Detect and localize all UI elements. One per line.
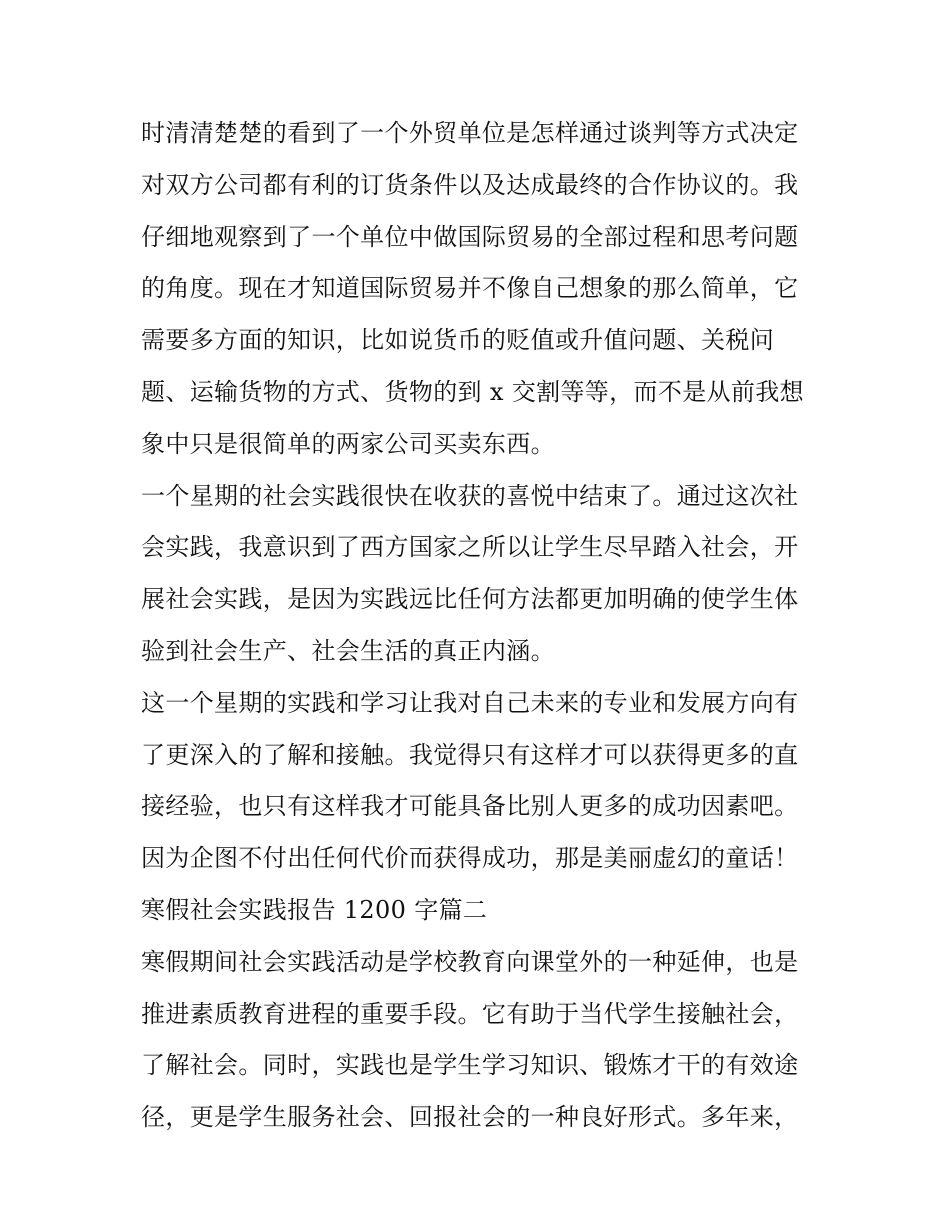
text-line: 因为企图不付出任何代价而获得成功，那是美丽虚幻的童话！ [141, 844, 799, 873]
text-line: 会实践，我意识到了西方国家之所以让学生尽早踏入社会，开 [141, 533, 799, 562]
body-text [141, 108, 821, 1144]
text-line: 题、运输货物的方式、货物的到 x 交割等等，而不是从前我想 [141, 377, 804, 406]
text-line: 了更深入的了解和接触。我觉得只有这样才可以获得更多的直 [141, 740, 799, 769]
text-line: 验到社会生产、社会生活的真正内涵。 [141, 636, 555, 665]
text-line: 接经验，也只有这样我才可能具备比别人更多的成功因素吧。 [141, 792, 799, 821]
text-line: 需要多方面的知识，比如说货币的贬值或升值问题、关税问 [141, 326, 775, 355]
text-line: 展社会实践，是因为实践远比任何方法都更加明确的使学生体 [141, 585, 799, 614]
text-line: 象中只是很简单的两家公司买卖东西。 [141, 429, 555, 458]
text-line: 对双方公司都有利的订货条件以及达成最终的合作协议的。我 [141, 170, 799, 199]
text-line: 一个星期的社会实践很快在收获的喜悦中结束了。通过这次社 [141, 481, 799, 510]
text-line: 了解社会。同时，实践也是学生学习知识、锻炼才干的有效途 [141, 1051, 799, 1080]
text-line: 推进素质教育进程的重要手段。它有助于当代学生接触社会， [141, 999, 799, 1028]
text-line: 仔细地观察到了一个单位中做国际贸易的全部过程和思考问题 [141, 222, 799, 251]
text-line: 寒假期间社会实践活动是学校教育向课堂外的一种延伸，也是 [141, 947, 799, 976]
text-line: 的角度。现在才知道国际贸易并不像自己想象的那么简单，它 [141, 274, 799, 303]
text-line: 这一个星期的实践和学习让我对自己未来的专业和发展方向有 [141, 688, 799, 717]
section-heading: 寒假社会实践报告 1200 字篇二 [141, 895, 488, 924]
text-line: 径，更是学生服务社会、回报社会的一种良好形式。多年来， [141, 1103, 799, 1132]
text-line: 时清清楚楚的看到了一个外贸单位是怎样通过谈判等方式决定 [141, 119, 799, 147]
